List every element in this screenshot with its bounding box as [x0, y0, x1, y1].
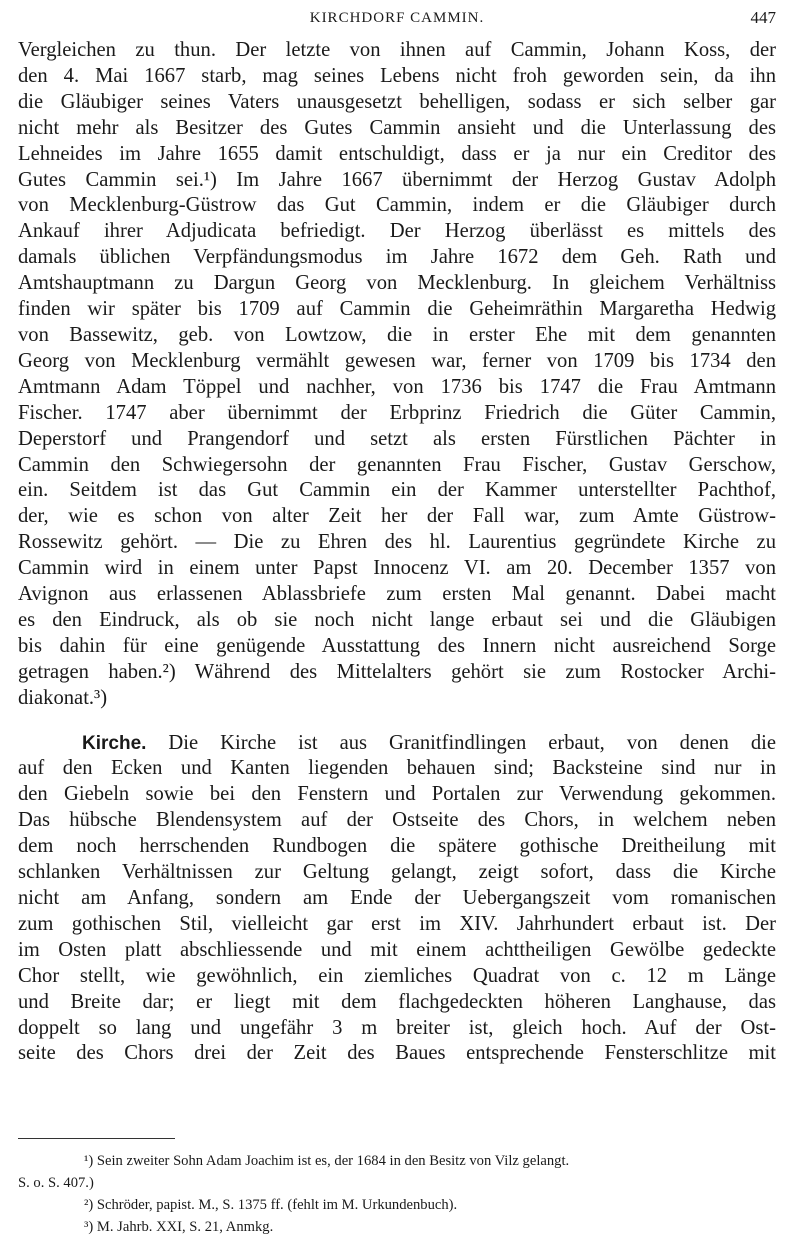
paragraph-line: finden wir später bis 1709 auf Cammin die Geheimräthin Margaretha Hedwig — [18, 298, 776, 321]
paragraph-line: den Giebeln sowie bei den Fenstern und Portalen zur Verwendung gekommen. — [18, 783, 776, 806]
footnote-1: ¹) Sein zweiter Sohn Adam Joachim ist es, der 1684 in den Besitz von Vilz gelangt. — [84, 1153, 570, 1169]
paragraph-line: Lehneides im Jahre 1655 damit entschuldigt, dass er ja nur ein Creditor des — [18, 142, 776, 165]
paragraph-line: Gutes Cammin sei.¹) Im Jahre 1667 übernimmt der Herzog Gustav Adolph — [18, 168, 776, 191]
paragraph-line: Deperstorf und Prangendorf und setzt als ersten Fürstlichen Pächter in — [18, 427, 776, 450]
paragraph-line: Vergleichen zu thun. Der letzte von ihnen auf Cammin, Johann Koss, der — [18, 39, 776, 61]
paragraph-line: bis dahin für eine genügende Ausstattung des Innern nicht ausreichend Sorge — [18, 634, 776, 657]
running-title: KIRCHDORF CAMMIN. — [309, 10, 485, 26]
paragraph-line: die Gläubiger seines Vaters unausgesetzt behelligen, sodass er sich selber gar — [18, 90, 776, 113]
paragraph-line: Rossewitz gehört. — Die zu Ehren des hl. Laurentius gegründete Kirche zu — [18, 531, 776, 554]
footnote-rule — [18, 1138, 175, 1139]
running-head — [18, 10, 776, 34]
paragraph-line: ein. Seitdem ist das Gut Cammin ein der Kammer unterstellter Pachthof, — [18, 479, 776, 502]
paragraph-history — [18, 38, 776, 712]
paragraph-church — [18, 731, 776, 1068]
footnote-2: ²) Schröder, papist. M., S. 1375 ff. (fehlt im M. Urkundenbuch). — [84, 1197, 458, 1213]
paragraph-line: Amtmann Adam Töppel und nachher, von 1736 bis 1747 die Frau Amtmann — [18, 375, 776, 398]
paragraph-line: Georg von Mecklenburg vermählt gewesen war, ferner von 1709 bis 1734 den — [18, 349, 776, 372]
footnote-3: ³) M. Jahrb. XXI, S. 21, Anmkg. — [84, 1219, 274, 1235]
paragraph-line: Das hübsche Blendensystem auf der Ostseite des Chors, in welchem neben — [18, 809, 776, 832]
paragraph-line — [18, 731, 776, 757]
paragraph-line: Avignon aus erlassenen Ablassbriefe zum ersten Mal genannt. Dabei macht — [18, 583, 776, 606]
paragraph-line: Cammin wird in einem unter Papst Innocenz VI. am 20. December 1357 von — [18, 557, 776, 580]
paragraph-line: doppelt so lang und ungefähr 3 m breiter ist, gleich hoch. Auf der Ost- — [18, 1016, 776, 1039]
paragraph-gap — [18, 712, 776, 731]
paragraph-line: Cammin den Schwiegersohn der genannten Frau Fischer, Gustav Gerschow, — [18, 453, 776, 476]
paragraph-line: auf den Ecken und Kanten liegenden behauen sind; Backsteine sind nur in — [18, 757, 776, 780]
rubric-line-text: Die Kirche ist aus Granitfindlingen erbaut, von denen die — [146, 731, 776, 754]
paragraph-line: Chor stellt, wie gewöhnlich, ein ziemliches Quadrat von c. 12 m Länge — [18, 964, 776, 987]
paragraph-line: diakonat.³) — [18, 686, 108, 709]
paragraph-line: nicht am Anfang, sondern am Ende der Uebergangszeit vom romanischen — [18, 887, 776, 909]
paragraph-line: im Osten platt abschliessende und mit einem achttheiligen Gewölbe gedeckte — [18, 938, 776, 961]
body-text — [18, 38, 776, 1067]
paragraph-line: den 4. Mai 1667 starb, mag seines Lebens nicht froh geworden sein, da ihn — [18, 64, 776, 87]
paragraph-line: Amtshauptmann zu Dargun Georg von Mecklenburg. In gleichem Verhältniss — [18, 272, 776, 295]
paragraph-line: zum gothischen Stil, vielleicht gar erst im XIV. Jahrhundert erbaut ist. Der — [18, 912, 776, 935]
paragraph-line: Fischer. 1747 aber übernimmt der Erbprinz Friedrich die Güter Cammin, — [18, 401, 776, 424]
paragraph-line: getragen haben.²) Während des Mittelalters gehört sie zum Rostocker Archi- — [18, 660, 776, 683]
paragraph-line: von Mecklenburg-Güstrow das Gut Cammin, indem er die Gläubiger durch — [18, 194, 776, 217]
paragraph-line: schlanken Verhältnissen zur Geltung gelangt, zeigt sofort, dass die Kirche — [18, 861, 776, 884]
paragraph-line: damals üblichen Verpfändungsmodus im Jahre 1672 dem Geh. Rath und — [18, 246, 776, 269]
paragraph-line: und Breite dar; er liegt mit dem flachgedeckten höheren Langhause, das — [18, 990, 776, 1013]
section-rubric: Kirche. — [82, 732, 147, 754]
paragraph-line: es den Eindruck, als ob sie noch nicht lange erbaut sei und die Gläubigen — [18, 608, 776, 631]
paragraph-line: seite des Chors drei der Zeit des Baues entsprechende Fensterschlitze mit — [18, 1042, 776, 1065]
footnotes — [18, 1150, 776, 1238]
paragraph-line: der, wie es schon von alter Zeit her der Fall war, zum Amte Güstrow- — [18, 505, 776, 528]
footnote-1-continuation: S. o. S. 407.) — [18, 1175, 94, 1191]
page-number: 447 — [750, 8, 776, 27]
paragraph-line: nicht mehr als Besitzer des Gutes Cammin ansieht und die Unterlassung des — [18, 116, 776, 139]
paragraph-line: von Bassewitz, geb. von Lowtzow, die in erster Ehe mit dem genannten — [18, 323, 776, 346]
paragraph-line: Ankauf ihrer Adjudicata befriedigt. Der Herzog überlässt es mittels des — [18, 220, 776, 243]
paragraph-line: dem noch herrschenden Rundbogen die spätere gothische Dreitheilung mit — [18, 835, 776, 858]
